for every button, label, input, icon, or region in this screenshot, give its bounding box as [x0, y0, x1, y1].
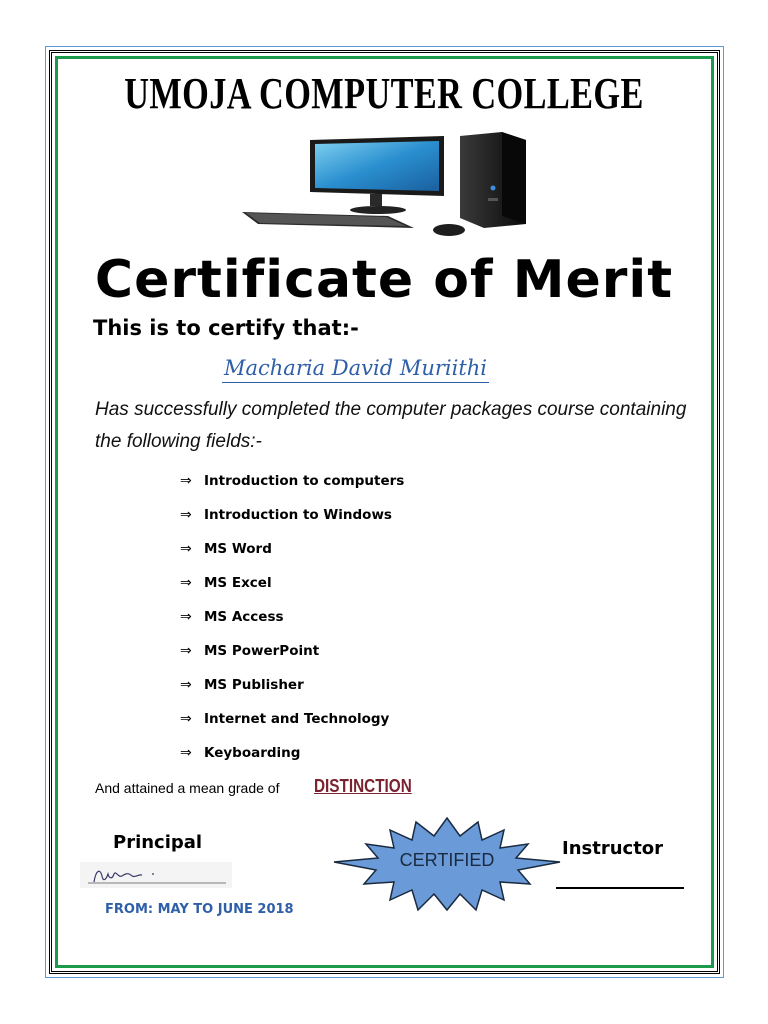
grade-value: DISTINCTION: [314, 776, 412, 796]
list-item: ⇒ MS PowerPoint: [180, 643, 320, 659]
instructor-label: Instructor: [562, 838, 664, 859]
arrow-icon: ⇒: [180, 711, 192, 727]
arrow-icon: ⇒: [180, 677, 192, 693]
list-item: ⇒ Internet and Technology: [180, 711, 390, 727]
list-item: ⇒ MS Excel: [180, 575, 272, 591]
signature-image: [80, 862, 232, 888]
instructor-signature-line: [556, 887, 684, 889]
certificate-title: Certificate of Merit: [94, 250, 674, 310]
seal-text: CERTIFIED: [399, 850, 495, 870]
arrow-icon: ⇒: [180, 541, 192, 557]
computer-image: [238, 128, 530, 240]
arrow-icon: ⇒: [180, 643, 192, 659]
list-item: ⇒ Keyboarding: [180, 745, 301, 761]
list-item: ⇒ Introduction to Windows: [180, 507, 392, 523]
list-item: ⇒ MS Word: [180, 541, 272, 557]
arrow-icon: ⇒: [180, 745, 192, 761]
arrow-icon: ⇒: [180, 507, 192, 523]
fields-list: [180, 464, 404, 770]
list-item: ⇒ MS Publisher: [180, 677, 304, 693]
recipient-name: Macharia David Muriithi: [222, 356, 489, 383]
period-text: FROM: MAY TO JUNE 2018: [105, 902, 294, 917]
list-item: ⇒ Introduction to computers: [180, 473, 405, 489]
completed-text: Has successfully completed the computer packages course containing the following fields:-: [95, 399, 687, 452]
certify-text: This is to certify that:-: [93, 316, 359, 340]
arrow-icon: ⇒: [180, 473, 192, 489]
college-name: UMOJA COMPUTER COLLEGE: [124, 69, 644, 118]
principal-label: Principal: [113, 832, 203, 853]
grade-intro: And attained a mean grade of: [95, 780, 280, 796]
arrow-icon: ⇒: [180, 575, 192, 591]
arrow-icon: ⇒: [180, 609, 192, 625]
list-item: ⇒ MS Access: [180, 609, 284, 625]
